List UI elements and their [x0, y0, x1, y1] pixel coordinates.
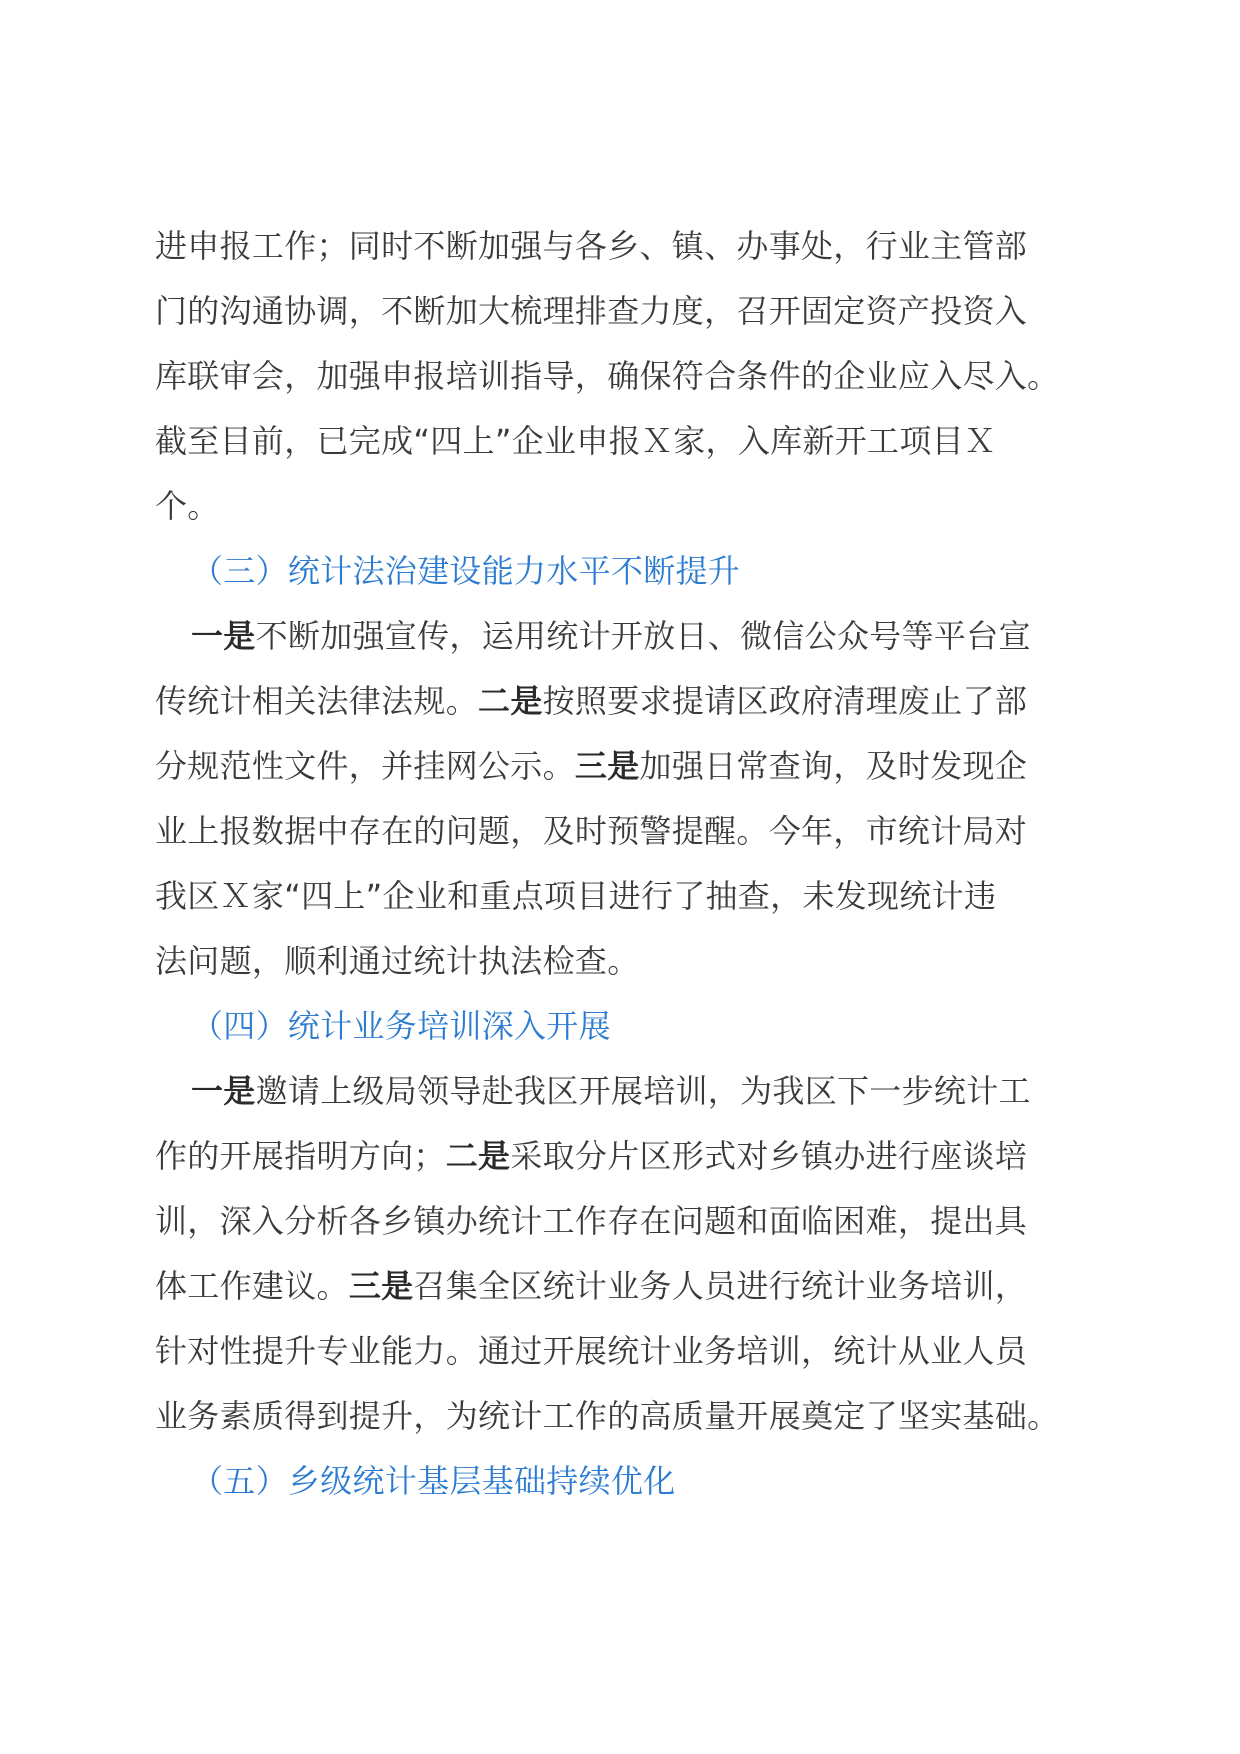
line-text: 个。 — [155, 487, 220, 525]
line-text: 门的沟通协调，不断加大梳理排查力度，召开固定资产投资入 — [155, 292, 1028, 330]
line-text: （五）乡级统计基层基础持续优化 — [191, 1462, 676, 1500]
paragraph-line — [155, 1189, 1085, 1254]
line-text: 体工作建议。 — [155, 1267, 349, 1305]
line-text: 采取分片区形式对乡镇办进行座谈培 — [510, 1137, 1028, 1175]
line-text: 法问题，顺利通过统计执法检查。 — [155, 942, 640, 980]
paragraph-line — [155, 929, 1085, 994]
paragraph-line — [155, 1254, 1085, 1319]
lead-term: 一是 — [191, 617, 256, 655]
paragraph-line — [155, 864, 1085, 929]
paragraph-line — [155, 279, 1085, 344]
lead-term: 一是 — [191, 1072, 256, 1110]
paragraph-line — [155, 344, 1085, 409]
line-text: 加强日常查询，及时发现企 — [639, 747, 1028, 785]
paragraph-line — [155, 734, 1085, 799]
line-text: 召集全区统计业务人员进行统计业务培训， — [413, 1267, 1028, 1305]
line-text: 分规范性文件，并挂网公示。 — [155, 747, 575, 785]
line-text: （四）统计业务培训深入开展 — [191, 1007, 611, 1045]
section-heading — [155, 1449, 1085, 1514]
line-text: 不断加强宣传，运用统计开放日、微信公众号等平台宣 — [255, 617, 1031, 655]
line-text: 训，深入分析各乡镇办统计工作存在问题和面临困难，提出具 — [155, 1202, 1028, 1240]
section-heading — [155, 994, 1085, 1059]
line-text: 库联审会，加强申报培训指导，确保符合条件的企业应入尽入。 — [155, 357, 1060, 395]
lead-term: 三是 — [574, 747, 640, 785]
line-text: 业务素质得到提升，为统计工作的高质量开展奠定了坚实基础。 — [155, 1397, 1060, 1435]
paragraph-line — [155, 214, 1085, 279]
line-text: 截至目前，已完成“四上”企业申报Ｘ家，入库新开工项目Ｘ — [155, 422, 997, 460]
line-text: 业上报数据中存在的问题，及时预警提醒。今年，市统计局对 — [155, 812, 1028, 850]
paragraph-line — [155, 669, 1085, 734]
lead-term: 二是 — [478, 682, 543, 720]
line-text: 进申报工作；同时不断加强与各乡、镇、办事处，行业主管部 — [155, 227, 1028, 265]
document-body — [155, 214, 1085, 1514]
paragraph-line — [155, 1059, 1085, 1124]
paragraph-line — [155, 1124, 1085, 1189]
line-text: 传统计相关法律法规。 — [155, 682, 479, 720]
line-text: 针对性提升专业能力。通过开展统计业务培训，统计从业人员 — [155, 1332, 1028, 1370]
line-text: 按照要求提请区政府清理废止了部 — [542, 682, 1028, 720]
paragraph-line — [155, 799, 1085, 864]
paragraph-line — [155, 1319, 1085, 1384]
section-heading — [155, 539, 1085, 604]
line-text: 邀请上级局领导赴我区开展培训，为我区下一步统计工 — [255, 1072, 1031, 1110]
lead-term: 三是 — [348, 1267, 414, 1305]
paragraph-line — [155, 1384, 1085, 1449]
lead-term: 二是 — [445, 1137, 511, 1175]
paragraph-line — [155, 474, 1085, 539]
line-text: （三）统计法治建设能力水平不断提升 — [191, 552, 741, 590]
paragraph-line — [155, 604, 1085, 669]
line-text: 我区Ｘ家“四上”企业和重点项目进行了抽查，未发现统计违 — [155, 877, 997, 915]
paragraph-line — [155, 409, 1085, 474]
line-text: 作的开展指明方向； — [155, 1137, 446, 1175]
